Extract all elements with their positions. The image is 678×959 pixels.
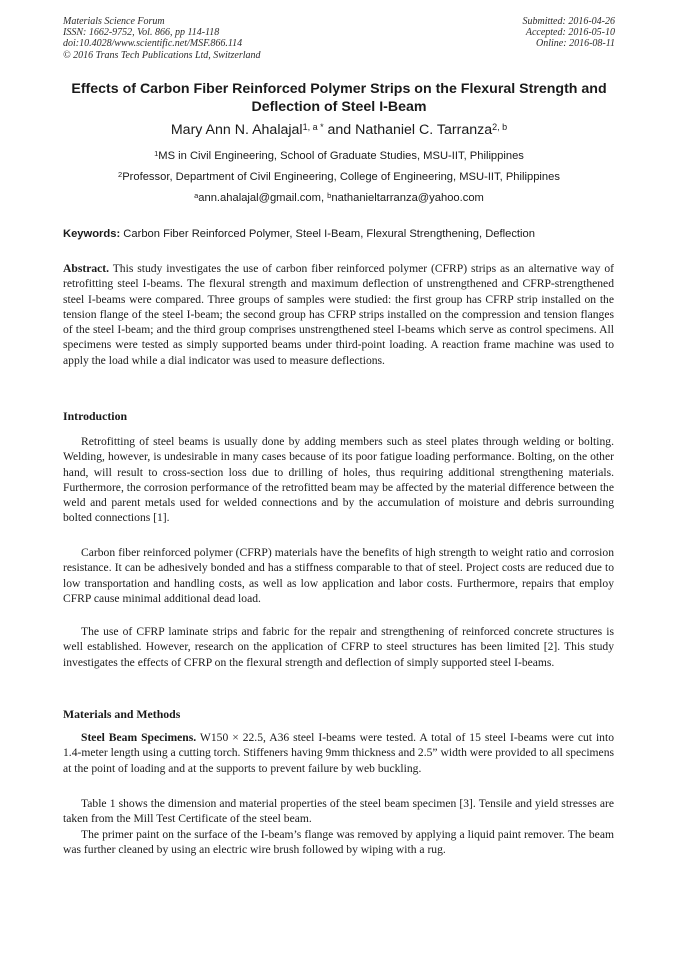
abstract-text: This study investigates the use of carbon fiber reinforced polymer (CFRP) strips as an alternative way of retrofitting steel I-beams. The flexural strength and maximum deflection of unstrengthened and CFRP-strengthened steel I-beams were compared. Three groups of samples were studied: the first group has CFRP strip installed on the tension flange of the steel I-beam; the second group has CFRP strips installed on the compression and tension flanges of the steel I-beam; and the third group comprises unstrengthened steel I-beams which serve as control specimens. All specimens were tested as simply supported beams under third-point loading. A reaction frame machine was used to apply the load while a dial indicator was used to measure deflections. [63, 262, 614, 367]
methods-paragraph-3: The primer paint on the surface of the I-beam’s flange was removed by applying a liquid paint remover. The beam was further cleaned by using an electric wire brush followed by wiping with a rug. [63, 828, 614, 857]
affiliation-2-sup: 2 [118, 170, 123, 179]
keywords-text: Carbon Fiber Reinforced Polymer, Steel I-Beam, Flexural Strengthening, Deflection [120, 228, 535, 240]
email-b-sup: b [327, 191, 332, 200]
steel-beam-specimens-label: Steel Beam Specimens. [81, 731, 197, 744]
online-date: Online: 2016-08-11 [536, 38, 615, 50]
affiliation-2-text: Professor, Department of Civil Engineering, College of Engineering, MSU-IIT, Philippines [122, 171, 560, 183]
email-a-sup: a [194, 191, 199, 200]
email-line [40, 191, 638, 205]
affiliation-2 [40, 170, 638, 184]
abstract [63, 261, 614, 368]
methods-heading: Materials and Methods [63, 707, 181, 721]
affiliation-1 [40, 149, 638, 163]
affiliation-1-text: MS in Civil Engineering, School of Graduate Studies, MSU-IIT, Philippines [158, 150, 524, 162]
keywords-label: Keywords: [63, 228, 121, 240]
introduction-paragraph-3: The use of CFRP laminate strips and fabric for the repair and strengthening of reinforced concrete structures is well established. However, research on the application of CFRP to steel structures has been limited [2]. This study investigates the effects of CFRP on the flexural strength and deflection of simply supported steel I-beams. [63, 625, 614, 669]
journal-info [63, 16, 261, 61]
paper-title: Effects of Carbon Fiber Reinforced Polymer Strips on the Flexural Strength and Deflection of Steel I-Beam [71, 81, 607, 115]
abstract-label: Abstract. [63, 262, 110, 275]
accepted-date: Accepted: 2016-05-10 [525, 27, 615, 39]
methods-paragraph-2: Table 1 shows the dimension and material properties of the steel beam specimen [3]. Tensile and yield stresses are taken from the Mill Test Certificate of the steel beam. [63, 797, 614, 826]
introduction-paragraph-1: Retrofitting of steel beams is usually done by adding members such as steel plates through welding or bolting. Welding, however, is undesirable in many cases because of its poor fatigue loading performance. Bolting, on the other hand, will result to cross-section loss due to drilling of holes, thus requiring additional strengthening materials. Furthermore, the corrosion performance of the retrofitted beam may be affected by the material difference between the weld and parent metals used for welded connections and by the accumulation of moisture and debris surrounding bolted connections [1]. [63, 435, 614, 525]
submission-dates [523, 16, 616, 50]
introduction-heading: Introduction [63, 409, 128, 423]
author-conjunction: and [323, 122, 356, 138]
doi-line: doi:10.4028/www.scientific.net/MSF.866.114 [63, 38, 243, 50]
author-2-sup: 2, b [492, 122, 508, 132]
journal-name: Materials Science Forum [63, 16, 165, 27]
methods-paragraph-1-text: W150 × 22.5, A36 steel I-beams were tested. A total of 15 steel I-beams were cut into 1.4-meter length using a cutting torch. Stiffeners having 9mm thickness and 2.5” width were provided to all specimens at the point of loading and at the supports to prevent failure by web buckling. [63, 731, 615, 775]
author-1-sup: 1, a * [302, 122, 324, 132]
author-1: Mary Ann N. Ahalajal [170, 122, 303, 138]
email-a: ann.ahalajal@gmail.com, [198, 192, 328, 204]
author-2: Nathaniel C. Tarranza [355, 122, 493, 138]
author-line [40, 121, 638, 139]
copyright-line: © 2016 Trans Tech Publications Ltd, Switzerland [63, 49, 261, 61]
issn-line: ISSN: 1662-9752, Vol. 866, pp 114-118 [63, 27, 220, 39]
affiliation-1-sup: 1 [154, 149, 159, 158]
keywords [63, 227, 623, 241]
submitted-date: Submitted: 2016-04-26 [522, 16, 615, 27]
email-b: nathanieltarranza@yahoo.com [331, 192, 484, 204]
methods-paragraph-1 [63, 730, 614, 776]
introduction-paragraph-2: Carbon fiber reinforced polymer (CFRP) materials have the benefits of high strength to weight ratio and corrosion resistance. It can be adhesively bonded and has a stiffness comparable to that of steel. Project costs are reduced due to low transportation and handling costs, as well as low application and labor costs. Furthermore, repairs that employ CFRP cause minimal additional dead load. [63, 546, 614, 605]
